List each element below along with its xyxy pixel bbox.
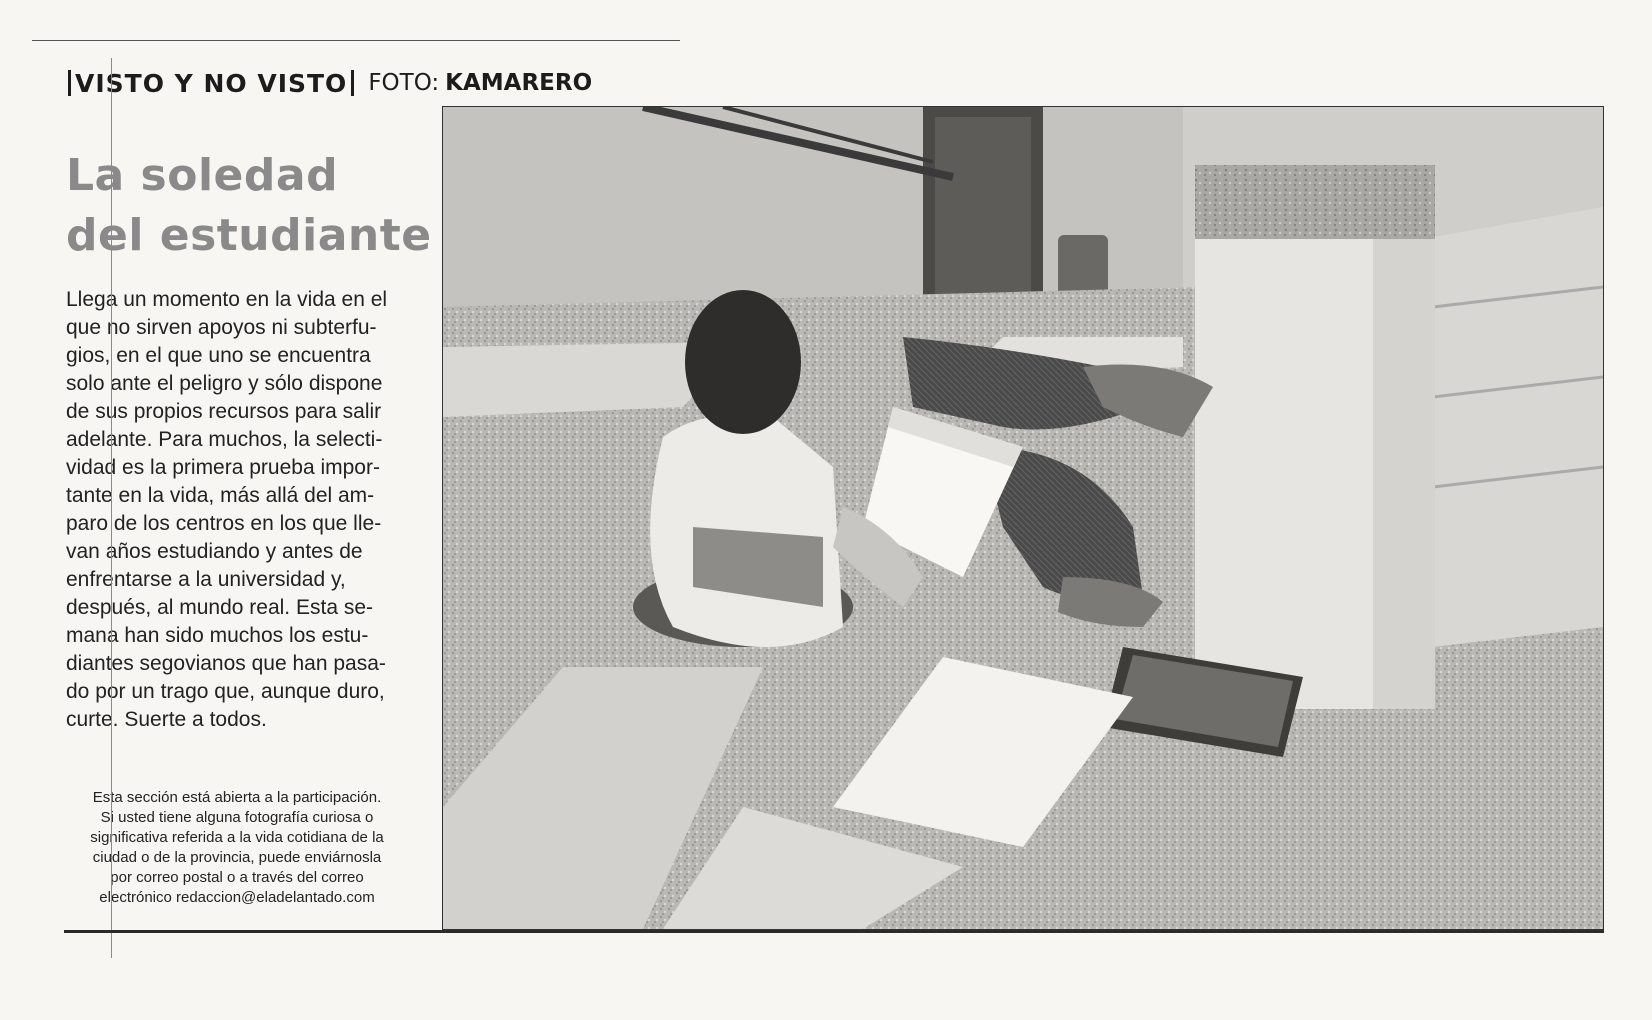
note-line: significativa referida a la vida cotidiana de la [90,829,384,846]
top-rule [32,40,680,41]
body-line: gios, en el que uno se encuentra [66,344,371,367]
header-bar-left [68,70,71,96]
body-line: van años estudiando y antes de [66,540,363,563]
section-title: VISTO Y NO VISTO [75,68,348,98]
student-head [685,290,801,434]
body-line: enfrentarse a la universidad y, [66,568,346,591]
body-line: que no sirven apoyos ni subterfu- [66,316,377,339]
body-line: do por un trago que, aunque duro, [66,680,385,703]
note-line: Si usted tiene alguna fotografía curiosa o [100,809,374,826]
body-line: diantes segovianos que han pasa- [66,652,386,675]
header-bar-right [351,70,354,96]
section-header [64,66,592,100]
body-line: adelante. Para muchos, la selecti- [66,428,383,451]
body-line: curte. Suerte a todos. [66,708,267,731]
photo-credit-author: KAMARERO [445,70,593,96]
stairs [1433,207,1603,647]
participation-note [64,788,410,908]
note-line: Esta sección está abierta a la participación. [92,789,382,806]
body-line: Llega un momento en la vida en el [66,288,388,311]
headline-line: del estudiante [66,210,432,261]
body-line: vidad es la primera prueba impor- [66,456,380,479]
photo-credit-label: FOTO: [368,70,440,96]
pillar-cap [1195,165,1435,245]
note-line: ciudad o de la provincia, puede enviárnosla [92,849,382,866]
news-photo [442,106,1604,930]
article-body [66,286,416,734]
headline-line: La soledad [66,150,339,201]
bottom-rule [64,930,1604,933]
body-line: paro de los centros en los que lle- [66,512,382,535]
body-line: mana han sido muchos los estu- [66,624,369,647]
body-line: solo ante el peligro y sólo dispone [66,372,383,395]
body-line: después, al mundo real. Esta se- [66,596,374,619]
headline [66,146,432,266]
note-line: electrónico redaccion@eladelantado.com [99,889,375,906]
fold-line [111,58,112,958]
photo-illustration [443,107,1603,929]
body-line: tante en la vida, más allá del am- [66,484,375,507]
body-line: de sus propios recursos para salir [66,400,382,423]
note-line: por correo postal o a través del correo [110,869,364,886]
